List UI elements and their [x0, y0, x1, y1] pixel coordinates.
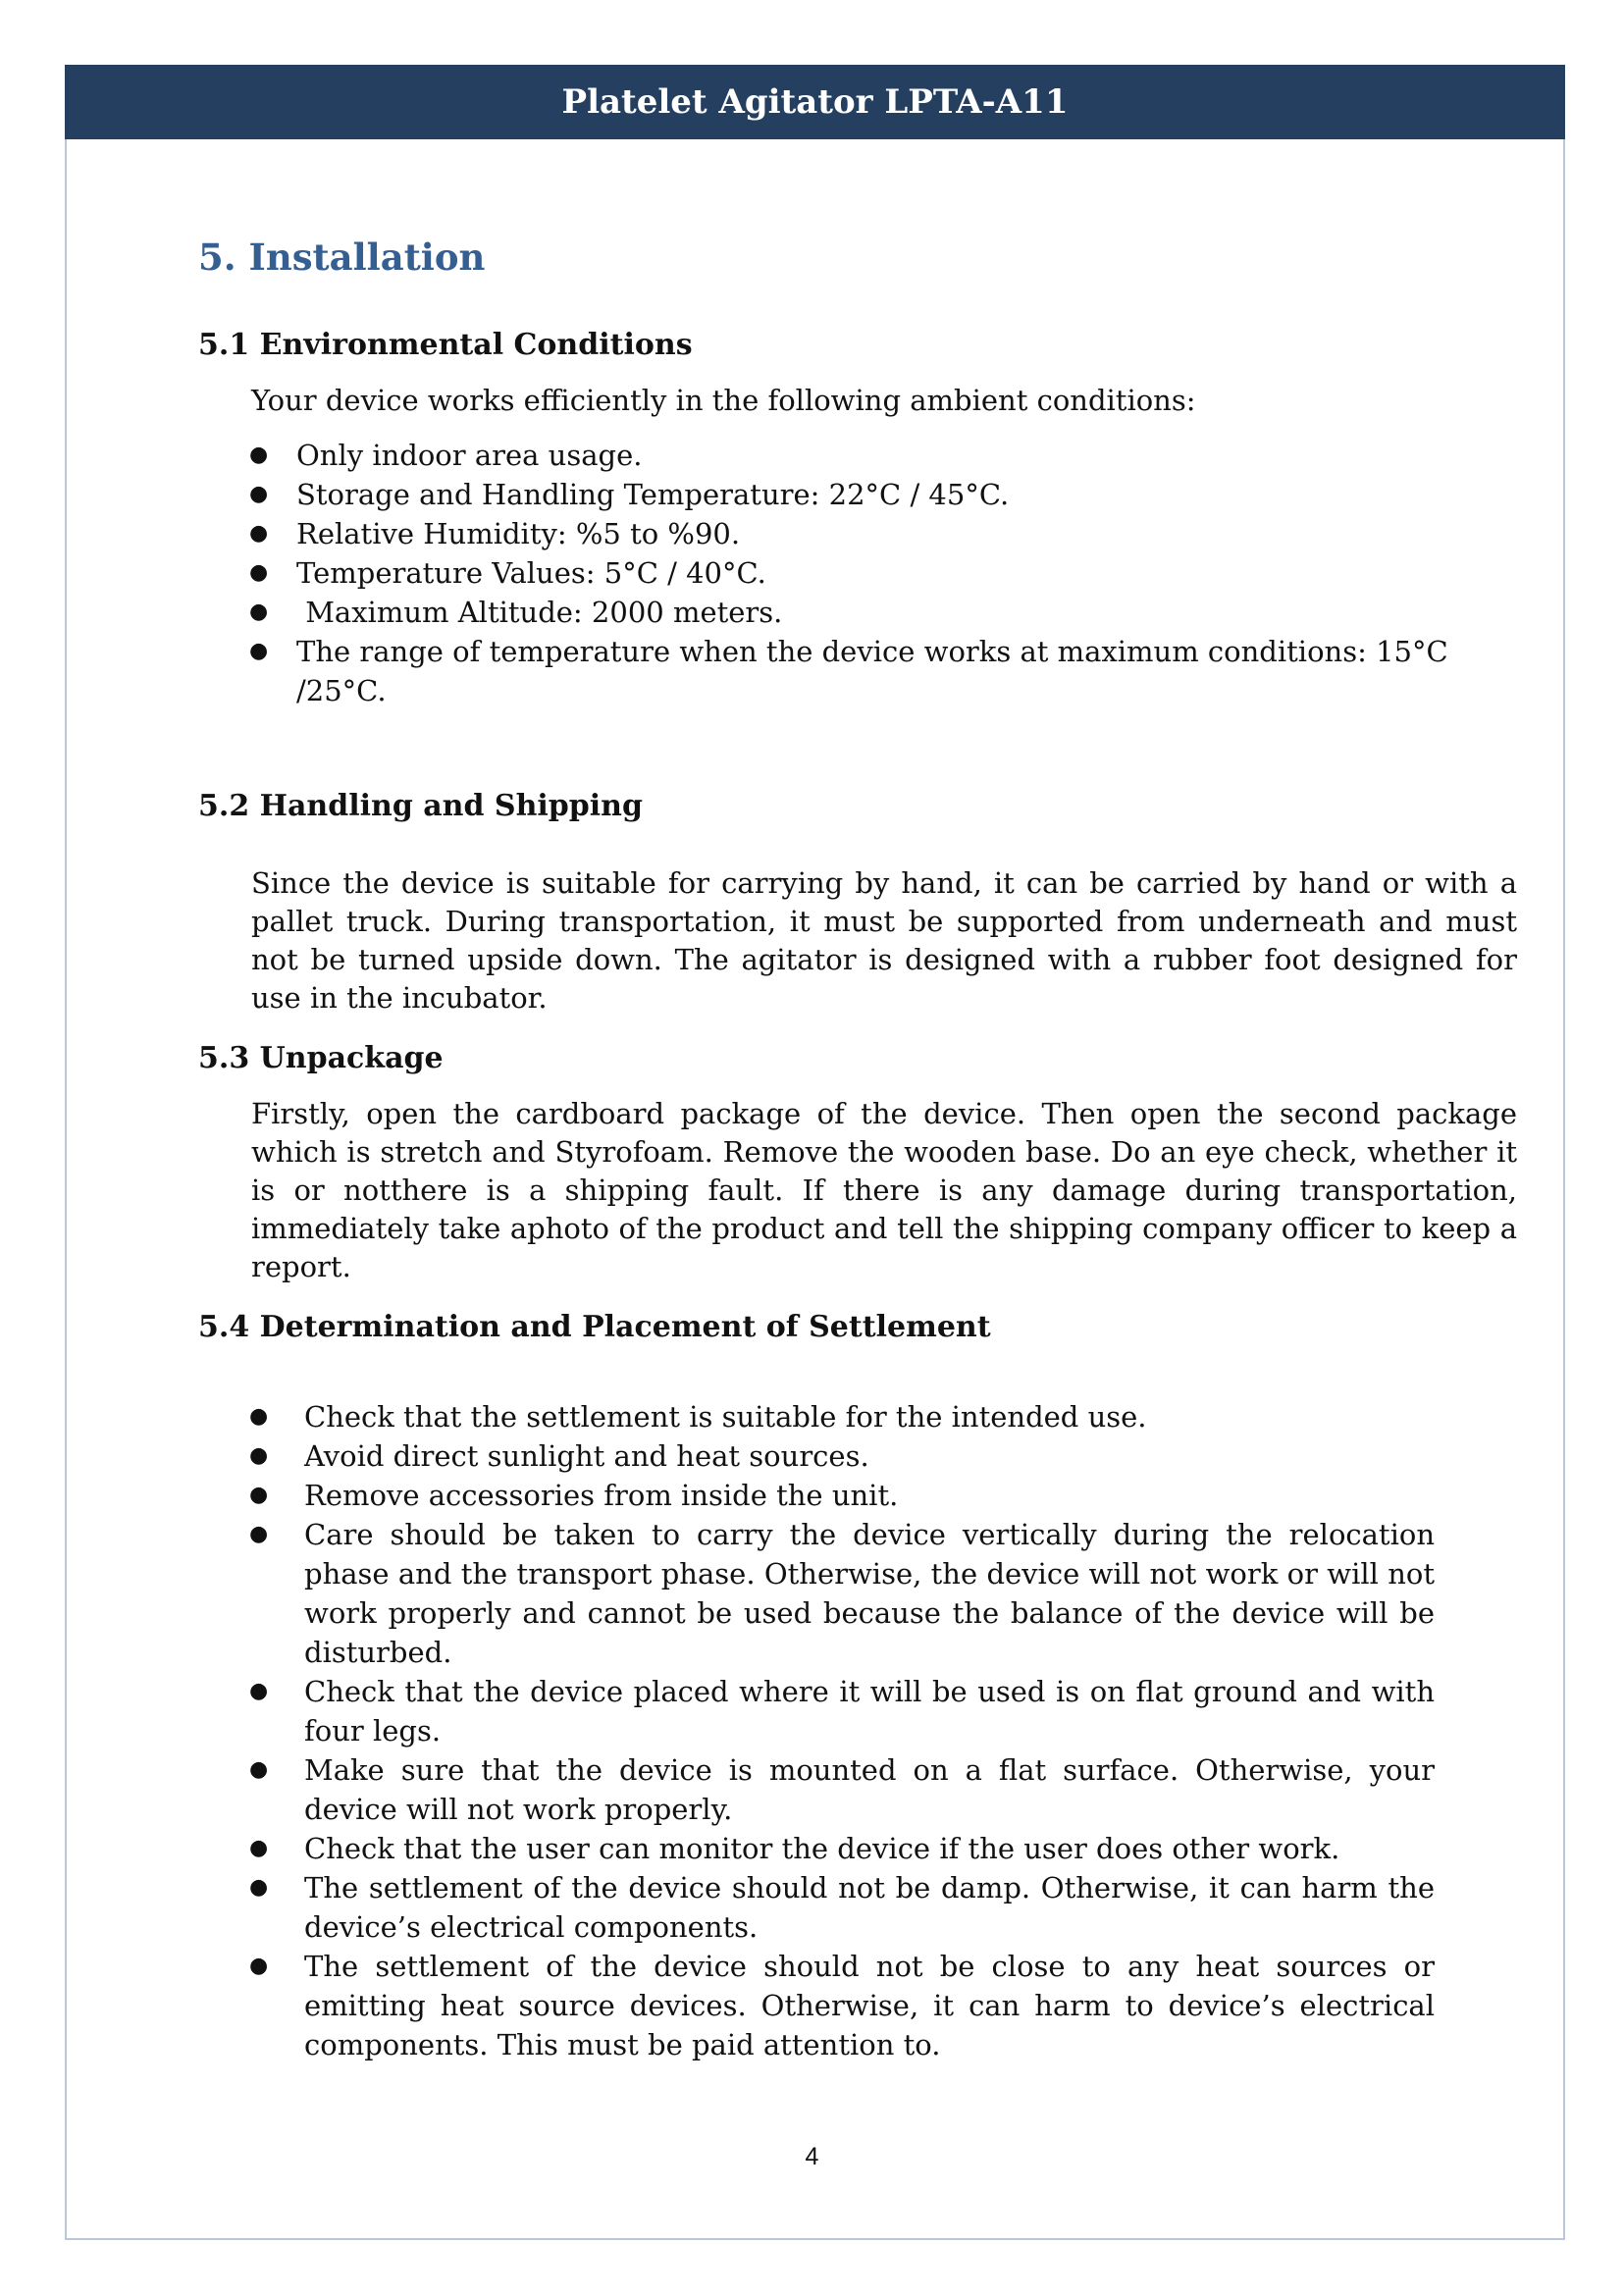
bullet-icon: ● [249, 1404, 269, 1430]
list-item: ● Temperature Values: 5°C / 40°C. [198, 553, 1533, 593]
unpackage-text: Firstly, open the cardboard package of the device. Then open the second package which is stretch and Styrofoam. Remove the wooden base. Do an eye check, whether it is or notthere is a shipping fault. If there is any damage during transportation, immediately take aphoto of the product and tell the shipping company officer to keep a report. [251, 1097, 1517, 1284]
list-item: ● Maximum Altitude: 2000 meters. [198, 593, 1533, 632]
page-content [198, 235, 1518, 2064]
settlement-list [198, 1397, 1518, 2064]
bullet-icon: ● [249, 1836, 269, 1861]
environment-intro: Your device works efficiently in the following ambient conditions: [251, 384, 1196, 418]
list-item: ● Check that the device placed where it will be used is on flat ground and with four legs. [198, 1672, 1435, 1750]
list-item: ● Check that the settlement is suitable for the intended use. [198, 1397, 1435, 1436]
bullet-icon: ● [249, 560, 269, 586]
bullet-icon: ● [249, 1875, 269, 1901]
list-item: ● Storage and Handling Temperature: 22°C / 45°C. [198, 475, 1533, 514]
subsection-title-5-4: 5.4 Determination and Placement of Settlement [198, 1310, 991, 1345]
section-title: 5. Installation [198, 235, 486, 279]
list-item: ● The range of temperature when the device works at maximum conditions: 15°C /25°C. [198, 632, 1533, 710]
environment-conditions-list [198, 436, 1518, 710]
subsection-title-5-1: 5.1 Environmental Conditions [198, 328, 693, 363]
page-number: 4 [805, 2143, 819, 2170]
document-header: Platelet Agitator LPTA-A11 [65, 65, 1565, 139]
list-item: ● Avoid direct sunlight and heat sources. [198, 1436, 1435, 1476]
list-item: ● Make sure that the device is mounted on a flat surface. Otherwise, your device will not work properly. [198, 1750, 1435, 1829]
list-item: ● The settlement of the device should not be close to any heat sources or emitting heat source devices. Otherwise, it can harm to device’s electrical components. This must be paid attention to. [198, 1947, 1435, 2064]
list-item: ● Check that the user can monitor the device if the user does other work. [198, 1829, 1435, 1868]
bullet-icon: ● [249, 1954, 269, 1979]
bullet-icon: ● [249, 1483, 269, 1508]
bullet-icon: ● [249, 1443, 269, 1469]
bullet-icon: ● [249, 521, 269, 547]
list-item: ● Care should be taken to carry the device vertically during the relocation phase and the transport phase. Otherwise, the device will not work or will not work properly and cannot be used because the balance of the device will be disturbed. [198, 1515, 1435, 1672]
list-item: ● Relative Humidity: %5 to %90. [198, 514, 1533, 553]
bullet-icon: ● [249, 639, 269, 664]
bullet-icon: ● [249, 1679, 269, 1704]
list-item: ● Remove accessories from inside the unit. [198, 1476, 1435, 1515]
subsection-title-5-2: 5.2 Handling and Shipping [198, 789, 643, 824]
bullet-icon: ● [249, 1757, 269, 1783]
bullet-icon: ● [249, 482, 269, 507]
bullet-icon: ● [249, 600, 269, 625]
bullet-icon: ● [249, 443, 269, 468]
subsection-title-5-3: 5.3 Unpackage [198, 1041, 444, 1076]
handling-shipping-text: Since the device is suitable for carrying by hand, it can be carried by hand or with a pallet truck. During transportation, it must be supported from underneath and must not be turned upside down. The agitator is designed with a rubber foot designed for use in the incubator. [251, 866, 1517, 1016]
bullet-icon: ● [249, 1522, 269, 1547]
list-item: ● Only indoor area usage. [198, 436, 1533, 475]
list-item: ● The settlement of the device should not be damp. Otherwise, it can harm the device’s electrical components. [198, 1868, 1435, 1947]
